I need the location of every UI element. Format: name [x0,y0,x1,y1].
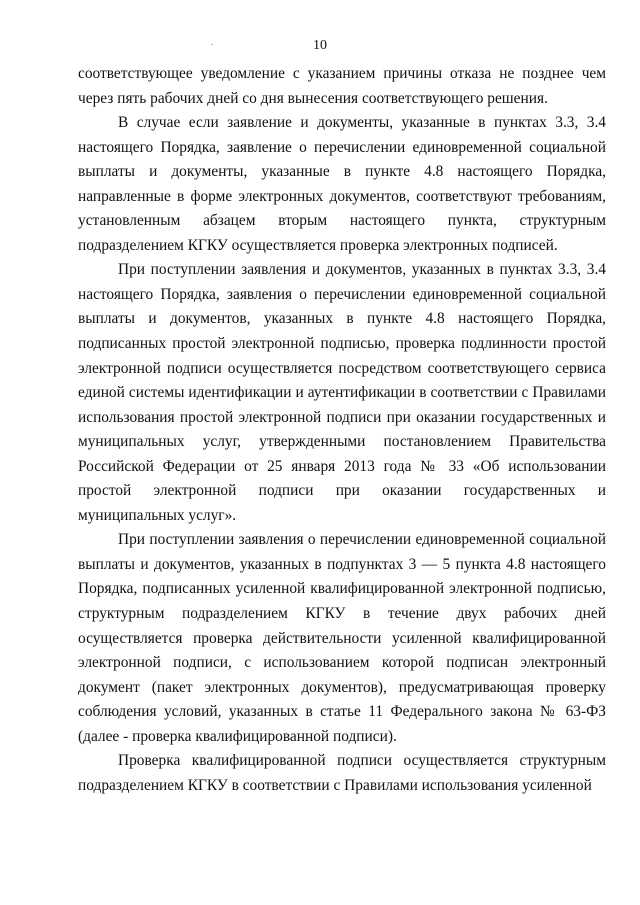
document-body [78,62,606,798]
paragraph-qualified-check: Проверка квалифицированной подписи осуществляется структурным подразделением КГКУ в соответствии с Правилами использования усиленной [78,752,606,794]
page-number: 10 [313,38,327,53]
paragraph-simple-signature: При поступлении заявления и документов, указанных в пунктах 3.3, 3.4 настоящего Порядка, заявления о перечислении единовременной социальной выплаты и документов, указанных в пункте 4.8 настоящего Порядка, подписанных простой электронной подписью, проверка подлинности простой электронной подписи осуществляется посредством соответствующего сервиса единой системы идентификации и аутентификации в соответствии с Правилами использования простой электронной подписи при оказании государственных и муниципальных услуг, утвержденными постановлением Правительства Российской Федерации от 25 января 2013 года № 33 «Об использовании простой электронной подписи при оказании государственных и муниципальных услуг». [78,261,606,524]
paragraph-continuation: соответствующее уведомление с указанием причины отказа не позднее чем через пять рабочих дней со дня вынесения соответствующего решения. [78,65,606,107]
paragraph-signature-check: В случае если заявление и документы, указанные в пунктах 3.3, 3.4 настоящего Порядка, заявление о перечислении единовременной социальной выплаты и документы, указанные в пункте 4.8 настоящего Порядка, направленные в форме электронных документов, соответствуют требованиям, установленным абзацем вторым настоящего пункта, структурным подразделением КГКУ осуществляется проверка электронных подписей. [78,114,606,254]
paragraph-qualified-signature: При поступлении заявления о перечислении единовременной социальной выплаты и документов, указанных в подпунктах 3 — 5 пункта 4.8 настоящего Порядка, подписанных усиленной квалифицированной электронной подписью, структурным подразделением КГКУ в течение двух рабочих дней осуществляется проверка действительности усиленной квалифицированной электронной подписи, с использованием которой подписан электронный документ (пакет электронных документов), предусматривающая проверку соблюдения условий, указанных в статье 11 Федерального закона № 63-ФЗ (далее - проверка квалифицированной подписи). [78,531,606,745]
